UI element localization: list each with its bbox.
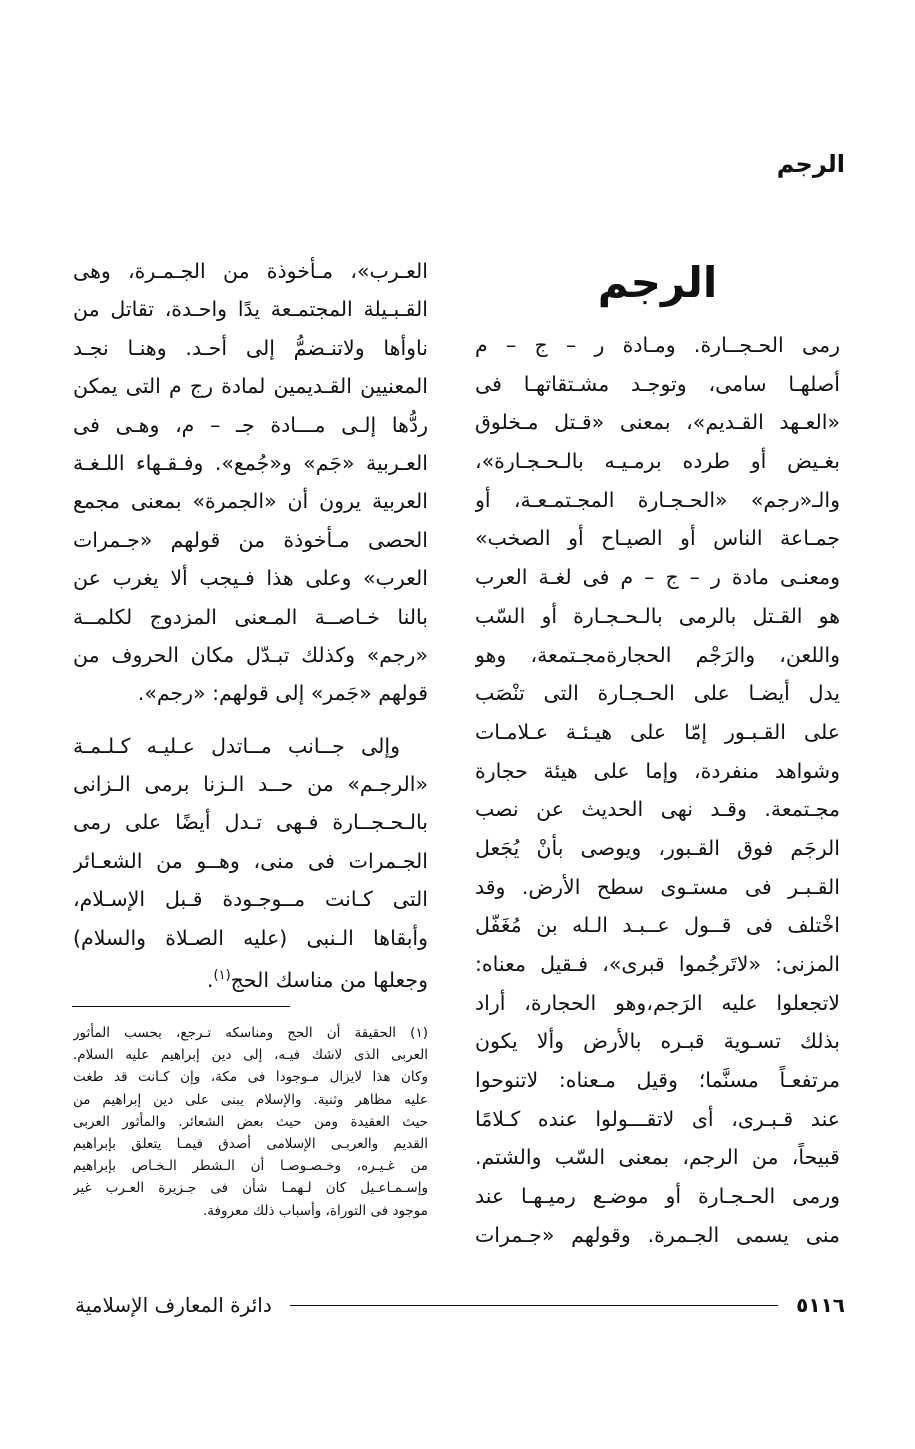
- text-line: اخْتلف فى قــول عــبـد الـله بن مُغَفّل: [475, 913, 840, 938]
- text-line: الجـمرات فى منى، وهــو من الشعـائر: [73, 848, 428, 873]
- footnote-line: القديم والعربـى الإسلامى أصدق فيمـا يتعلق بإبراهيم: [73, 1135, 428, 1152]
- footnote-block: [73, 1022, 428, 1222]
- running-head: الرجم: [776, 150, 845, 178]
- footnote-line: العربى الذى لاشك فيـه، إلى دين إبراهيم عليه السلام.: [73, 1047, 428, 1064]
- text-line: المزنى: «لاتَرجُموا قبرى»، فـقيل معناه:: [475, 952, 840, 976]
- text-line: ومعنـى مادة ر – ج – م فى لغـة العرب: [475, 565, 840, 590]
- text-line: الرجَم فوق القـبور، ويوصى بأنْ يُجَعل: [475, 835, 840, 860]
- page-number: ٥١١٦: [796, 1293, 845, 1317]
- text-line: الحصى مـأخوذة من قولهم «جـمرات: [73, 527, 428, 552]
- left-column: [73, 252, 428, 995]
- footnote-line: وإسـمـاعـيل كان لـهمـا شأن فى جـزيرة العـرب غير: [73, 1180, 428, 1197]
- footnote-line: موجود فى التوراة، وأسباب ذلك معروفة.: [203, 1202, 428, 1219]
- text-line: بذلك تسـوية قبـره بالأرض وألا يكون: [475, 1029, 840, 1054]
- text-line: العـرب»، مـأخوذة من الجـمـرة، وهى: [73, 259, 428, 283]
- text-line: المعنيين القـديمين لمادة رج م التى يمكن: [73, 374, 428, 399]
- footer-rule: [290, 1305, 778, 1306]
- text-line: على القـبـور إمّا على هيـئـة عـلامـات: [475, 719, 840, 744]
- text-line: «الرجـم» من حــد الـزنا برمى الـزانى: [73, 772, 428, 797]
- text-line: وأبقاها الـنبى (عليه الصـلاة والسلام): [73, 925, 428, 950]
- footnote-separator: [72, 1006, 290, 1007]
- text-line: مرتفعـاً مسنَّما؛ وقيل مـعناه: لاتنوحوا: [475, 1068, 840, 1093]
- text-line: يدل أيضـا على الحـجـارة التى تنْصَب: [475, 681, 840, 706]
- text-line: منى يسمى الجـمرة. وقولهم «جـمرات: [475, 1222, 840, 1247]
- text-line: أصلهـا سامى، وتوجـد مشـتقاتهـا فى: [475, 371, 840, 396]
- right-column-text: [475, 326, 840, 1255]
- text-line: «العـهد القـديم»، بمعنى «قـتل مـخلوق: [475, 410, 840, 435]
- text-line: «رجم» وكذلك تبـدّل مكان الحروف من: [73, 642, 428, 667]
- text-line: بالـحـجــارة فـهى تـدل أيضًا على رمى: [73, 810, 428, 835]
- text-line: والـ«رجم» «الحـجـارة المجـتمـعـة، أو: [475, 487, 840, 512]
- footnote-line: حيث العقيدة ومن حيث بعض الشعائر. والمأثور العربى: [73, 1113, 428, 1130]
- text-line: جمـاعة الناس أو الصيـاح أو الصخب»: [475, 526, 840, 551]
- text-line: ناوأها ولاتنـضمُّ إلى أحـد. وهنـا نجـد: [73, 335, 428, 360]
- left-paragraph-1: [73, 252, 428, 713]
- page-footer: [75, 1290, 845, 1320]
- left-paragraph-2-final-line: [73, 957, 428, 995]
- text-line: وإلى جــانب مــاتدل عـليـه كـلـمـة: [73, 733, 400, 758]
- text-line: القـبـر فى مستـوى سطح الأرض. وقد: [475, 874, 840, 899]
- text-line: بالنا خـاصــة المـعنى المزدوج لكلمــة: [73, 604, 428, 629]
- final-line-end: .: [206, 967, 214, 992]
- text-line: لاتجعلوا عليه الرَجم،وهو الحجارة، أراد: [475, 990, 840, 1015]
- final-line-text: وجعلها من مناسك الحج: [230, 967, 428, 992]
- text-line: واللعن، والرَجْم الحجارةمجـتمعة، وهو: [475, 642, 840, 667]
- text-line: وشواهد منفردة، وإما على هيئة حجارة: [475, 758, 840, 783]
- left-paragraph-2: [73, 727, 428, 957]
- text-line: قبيحاً، من الرجم، بمعنى السّب والشتم.: [475, 1145, 840, 1170]
- publication-name: دائرة المعارف الإسلامية: [75, 1293, 272, 1317]
- text-line: العـربية «جَم» و«جُمع». وفـقـهاء اللـغـة: [73, 450, 428, 475]
- text-line: هو القـتل بالرمى بالـحـجـارة أو السّب: [475, 603, 840, 628]
- text-line: قولهم «جَمر» إلى قولهم: «رجم».: [137, 681, 428, 706]
- footnote-reference[interactable]: (١): [213, 968, 231, 984]
- footnote-line: (١) الحقيقة أن الحج ومناسكه تـرجع، بحسب المأثور: [73, 1025, 428, 1041]
- text-line: التى كـانت مــوجـودة قـبل الإسـلام،: [73, 887, 428, 912]
- footnote-line: وكان هذا لايزال مـوجودا فى مكة، وإن كـانت قد طغت: [73, 1069, 428, 1086]
- text-line: مجـتمعة. وقـد نهى الحديث عن نصب: [475, 797, 840, 822]
- footnote-line: من غـيـره، وخـصـوصـا أن الـشطر الـخـاص بإبراهيم: [73, 1158, 428, 1175]
- text-line: عند قـبـرى، أى لاتقـــولوا عنده كـلامًا: [475, 1106, 840, 1131]
- text-line: بغـيض أو طرده برمـيـه بالـحـجـارة»،: [475, 449, 840, 474]
- paragraph-gap: [73, 713, 428, 727]
- right-column: [475, 252, 840, 1255]
- article-title: الرجم: [597, 258, 718, 307]
- text-line: ورمى الحـجـارة أو موضـع رميـهـا عند: [475, 1184, 840, 1209]
- text-line: القـبـيلة المجتمـعة يدًا واحـدة، تقاتل من: [73, 297, 428, 322]
- text-line: العرب» وعلى هذا فـيجب ألا يغرب عن: [73, 566, 428, 591]
- footnote-line: عليه مظاهر وثنية. والإسلام يبنى على دين إبراهيم من: [73, 1091, 428, 1108]
- text-line: ردُّها إلـى مـــادة جـ – م، وهـى فى: [73, 412, 428, 437]
- text-line: رمى الحـجــارة. ومـادة ر – ج – م: [475, 333, 840, 357]
- text-line: العربية يرون أن «الجمرة» بمعنى مجمع: [73, 489, 428, 514]
